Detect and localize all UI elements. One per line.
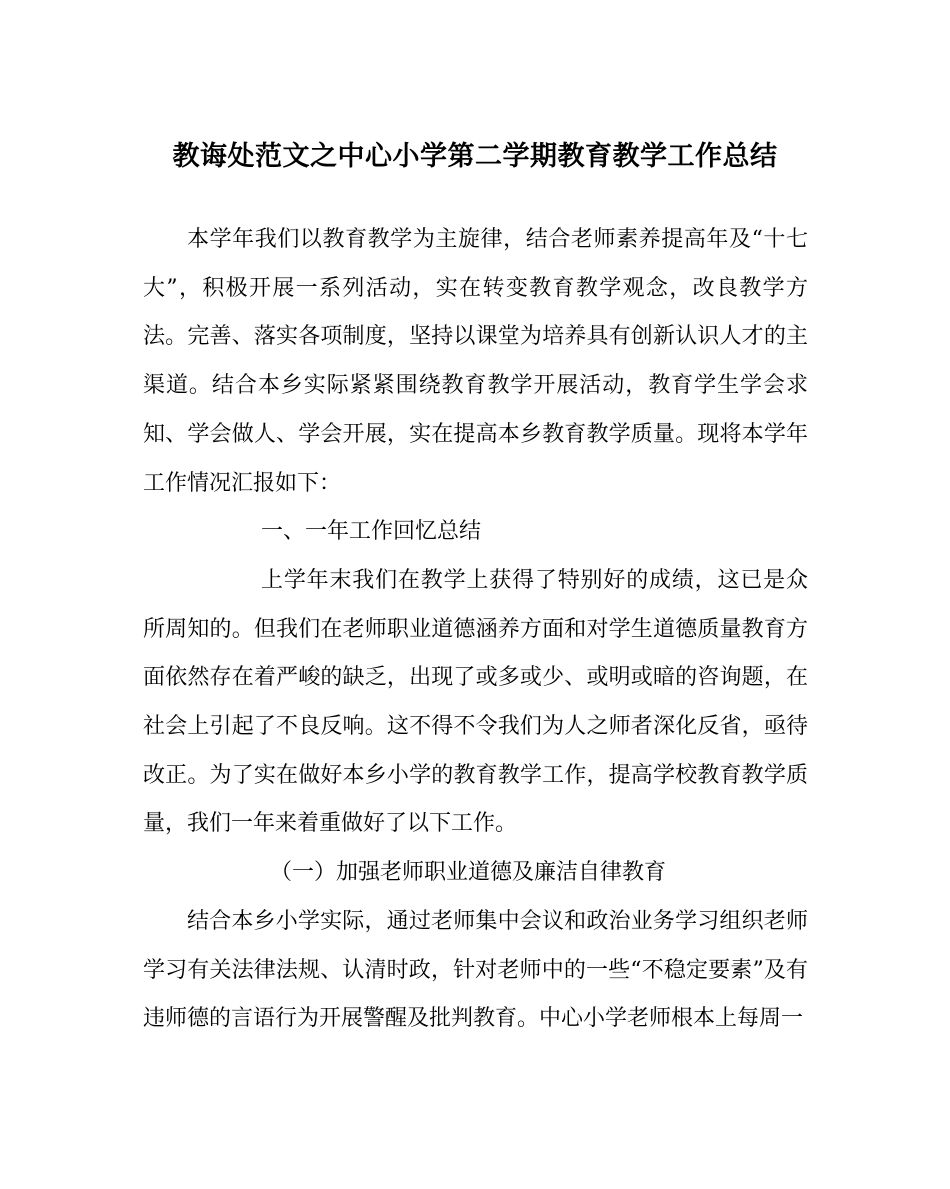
review-paragraph: 上学年末我们在教学上获得了特别好的成绩，这已是众所周知的。但我们在老师职业道德涵养方面和对学生道德质量教育方面依然存在着严峻的缺乏，出现了或多或少、或明或暗的咨询题，在社会上引起了不良反响。这不得不令我们为人之师者深化反省，亟待改正。为了实在做好本乡小学的教育教学工作，提高学校教育教学质量，我们一年来着重做好了以下工作。 (143, 567, 808, 837)
document-title: 教诲处范文之中心小学第二学期教育教学工作总结 (172, 141, 778, 172)
intro-paragraph: 本学年我们以教育教学为主旋律，结合老师素养提高年及“十七大”，积极开展一系列活动，实在转变教育教学观念，改良教学方法。完善、落实各项制度，坚持以课堂为培养具有创新认识人才的主渠道。结合本乡实际紧紧围绕教育教学开展活动，教育学生学会求知、学会做人、学会开展，实在提高本乡教育教学质量。现将本学年工作情况汇报如下： (143, 227, 808, 496)
ethics-paragraph: 结合本乡小学实际，通过老师集中会议和政治业务学习组织老师学习有关法律法规、认清时政，针对老师中的一些“不稳定要素”及有违师德的言语行为开展警醒及批判教育。中心小学老师根本上每周一 (143, 908, 808, 1032)
document-body (143, 216, 808, 1044)
subsection-heading: （一）加强老师职业道德及廉洁自律教育 (270, 860, 667, 886)
section-heading: 一、一年工作回忆总结 (261, 519, 482, 545)
